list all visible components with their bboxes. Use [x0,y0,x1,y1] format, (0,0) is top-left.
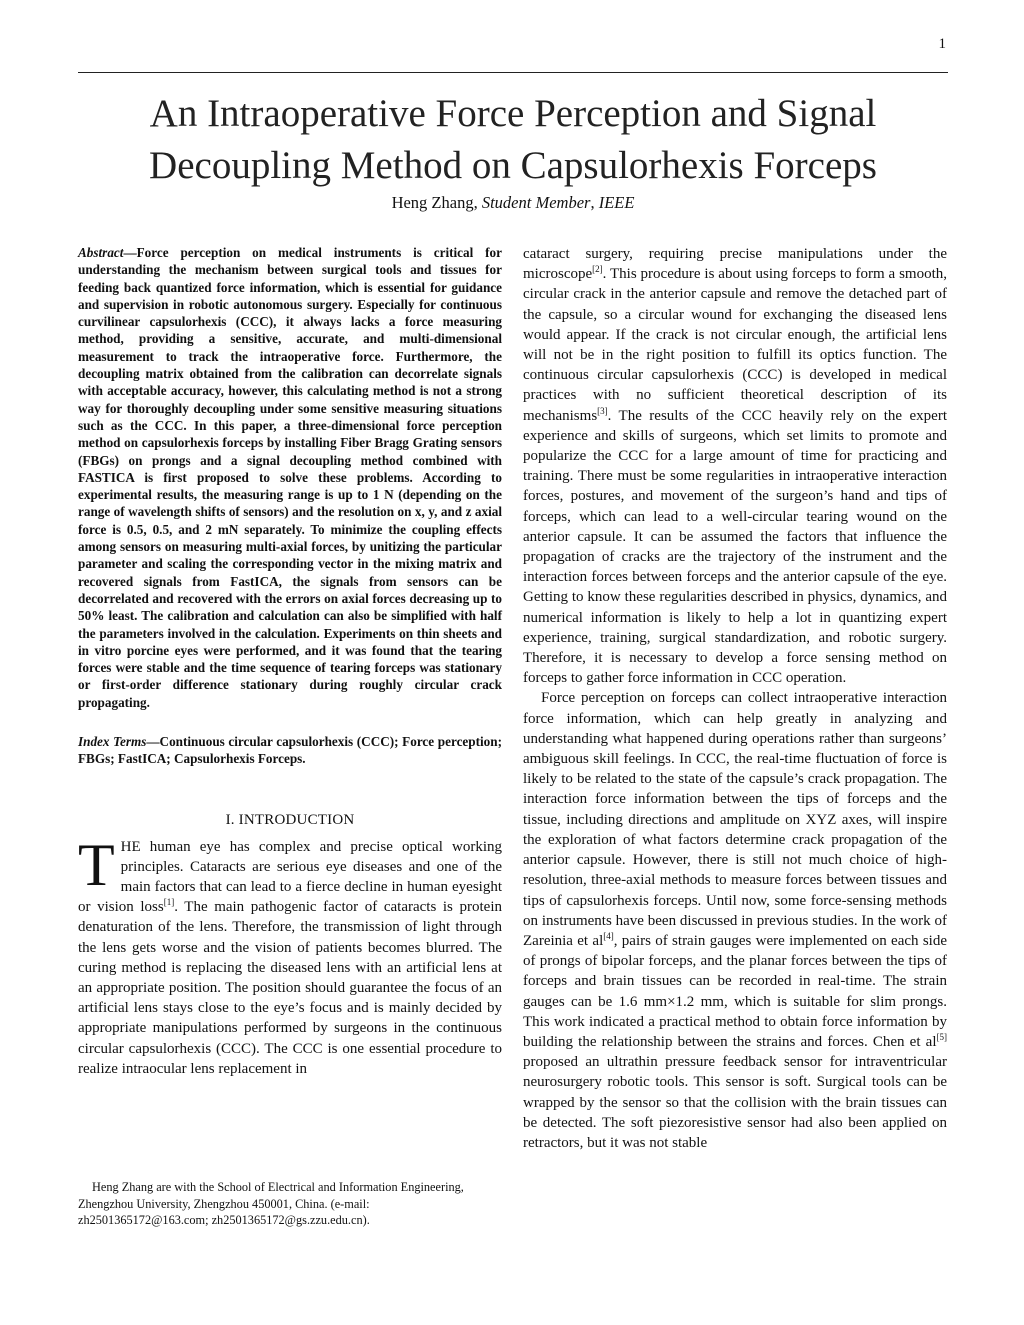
page-number: 1 [938,36,946,52]
abstract-text: —Force perception on medical instruments is critical for understanding the mechanism between surgical tools and tissues for feeding back quantized force information, which is essential for guidance and supervision in robotic autonomous surgery. Especially for continuous curvilinear capsulorhexis (CCC), it always lacks a force measuring method, providing a sensitive, accurate, and multi-dimensional measurement to track the intraoperative force. Furthermore, the decoupling matrix obtained from the calibration can decorrelate signals with acceptable accuracy, however, this calculating method is not a strong way for thoroughly decoupling under some sensitive measuring situations such as the CCC. In this paper, a three-dimensional force perception method on capsulorhexis forceps by installing Fiber Bragg Grating sensors (FBGs) on prongs and a signal decoupling method combined with FASTICA is first proposed to solve these problems. According to experimental results, the measuring range is up to 1 N (depending on the range of wavelength shifts of sensors) and the resolution on x, y, and z axial force is 0.5, 0.5, and 2 mN separately. To minimize the coupling effects among sensors on measuring multi-axial forces, by unitizing the particular parameter and scaling the corresponding vector in the mixing matrix and recovered signals from FastICA, the signals from sensors can be decorrelated and recovered with the errors on axial forces decreasing up to 50% least. The calibration and calculation can also be simplified with half the parameters involved in the calculation. Experiments on thin sheets and in vitro porcine eyes were performed, and it was found that the tearing forces were stable and the time sequence of tearing forceps was stationary or first-order difference stationary during roughly circular crack propagating. [78,245,502,710]
force-perception-paragraph [523,688,947,1153]
right-text-e: , pairs of strain gauges were implemented on each side of prongs of bipolar forceps, and the planar forces between the tips of forceps and brain tissues can be recorded in real-time. The strain gauges can be 1.6 mm×1.2 mm, which is suitable for slim prongs. This work indicated a practical method to obtain force information by building the relationship between the strains and forces. Chen et al [523,932,947,1050]
index-terms [78,733,502,768]
author-footnote: Heng Zhang are with the School of Electrical and Information Engineering, Zhengzhou University, Zhengzhou 450001, China. (e-mail: zh2501365172@163.com; zh2501365172@gs.zzu.edu.cn). [78,1180,464,1227]
abstract [78,244,502,711]
header-rule [78,72,948,73]
citation-1[interactable]: [1] [163,897,175,908]
author-role: Student Member [481,193,591,212]
intro-paragraph-continued [523,244,947,688]
index-terms-text: —Continuous circular capsulorhexis (CCC); Force perception; FBGs; FastICA; Capsulorhexis Forceps. [78,734,502,767]
right-text-a: cataract surgery, requiring precise manipulations under the microscope [523,246,947,283]
paper-title: An Intraoperative Force Perception and Signal Decoupling Method on Capsulorhexis Forceps [149,92,877,187]
section-heading-introduction: I. INTRODUCTION [225,811,355,828]
citation-3[interactable]: [3] [597,405,608,416]
intro-text-a: HE human eye has complex and precise optical working principles. Cataracts are serious eye diseases and one of the main factors that can lead to a fierce decline in human eyesight or vision loss [78,838,502,916]
left-column [78,244,502,1079]
right-column [523,244,947,1153]
author-name: Heng Zhang, [391,193,482,212]
citation-2[interactable]: [2] [592,264,603,275]
citation-5[interactable]: [5] [936,1031,947,1042]
citation-4[interactable]: [4] [603,930,614,941]
drop-cap: T [78,831,115,898]
right-text-b: . This procedure is about using forceps to form a smooth, circular crack in the anterior capsule and remove the detached part of the capsule, so a circular wound for exchanging the diseased lens would appear. If the crack is not circular enough, the artificial lens will not be in the right position to fulfill its optics function. The continuous circular capsulorhexis (CCC) is developed in medical practices with no sufficient theoretical description of its mechanisms [523,266,947,424]
author-society: IEEE [598,193,635,212]
right-text-f: proposed an ultrathin pressure feedback sensor for intraventricular neurosurgery robotic tools. This sensor is soft. Surgical tools can be wrapped by the sensor so that the collision with the brain tissues can be detected. The soft piezoresistive sensor had also been applied on retractors, but it was not stable [523,1054,947,1151]
intro-text-b: . The main pathogenic factor of cataracts is protein denaturation of the lens. Therefore, the transmission of light through the lens gets worse and the vision of patients becomes blurred. The curing method is replacing the diseased lens with an artificial lens at an appropriate position. The position should guarantee the focus of an artificial lens stays close to the eye’s focus and is mainly decided by appropriate manipulations performed by surgeons in the continuous circular capsulorhexis (CCC). The CCC is one essential procedure to realize intraocular lens replacement in [78,899,502,1077]
right-text-c: . The results of the CCC heavily rely on the expert experience and skills of surgeons, which set limits to promote and popularize the CCC for a large amount of time for practicing and training. There must be some regularities in intraoperative interaction forces, postures, and movement of the surgeon’s hand and tips of forceps, which can lead to a well-circular tearing wound on the anterior capsule. It can be assumed the factors that influence the propagation of cracks are the trajectory of the instrument and the interaction forces between forceps and the anterior capsule of the eye. Getting to know these regularities described in physics, dynamics, and numerical information is likely to help a lot in quantizing expert experience, training, surgical standardization, and robotic surgery. Therefore, it is necessary to develop a force sensing method on forceps to gather force information in CCC operation. [523,407,947,687]
abstract-label: Abstract [78,245,124,260]
author-line: Heng Zhang, Student Member, IEEE [391,193,635,212]
intro-paragraph [78,831,502,1079]
right-text-d: Force perception on forceps can collect intraoperative interaction force information, which can help greatly in analyzing and understanding what happened during operations rather than surgeons’ ambiguous skill feelings. In CCC, the real-time fluctuation of force is likely to be related to the state of the capsule’s crack propagation. The interaction force information between the tips of forceps and the tissue, including directions and amplitude on XYZ axes, will inspire the exploration of what factors determine crack propagation of the anterior capsule. However, there is still not much choice of high-resolution, three-axial methods to measure forces between tissues and tips of capsulorhexis forceps. Until now, some force-sensing methods on instruments have been discussed in previous studies. In the work of Zareinia et al [523,690,947,949]
index-terms-label: Index Terms [78,734,147,750]
